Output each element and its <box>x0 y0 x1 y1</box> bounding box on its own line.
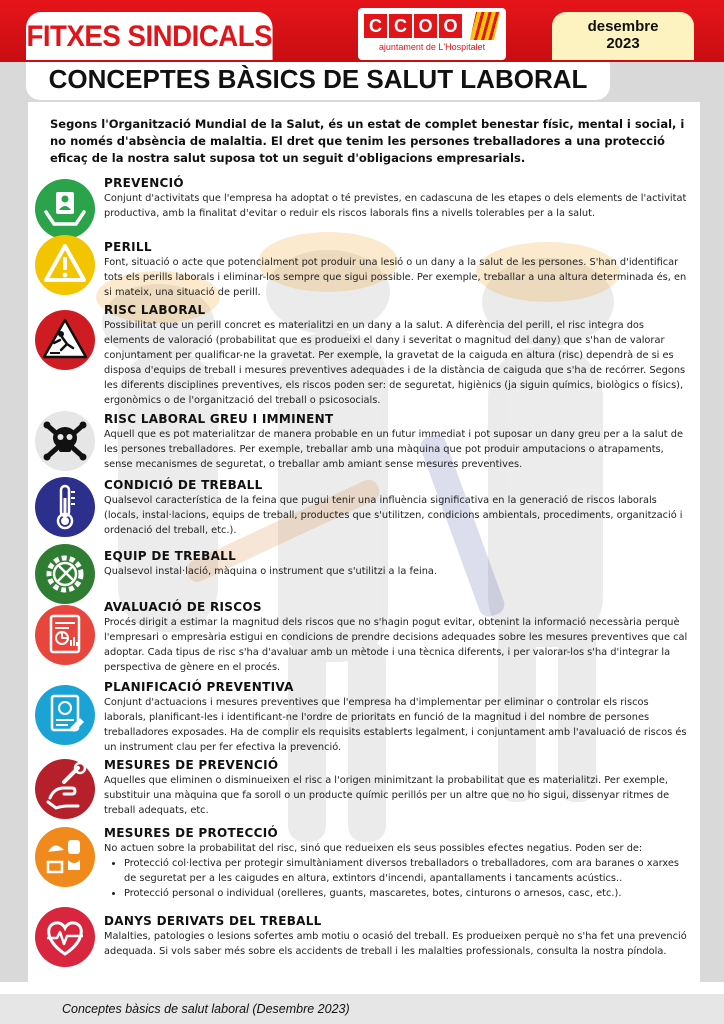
section-text: Font, situació o acte que potencialment pot produir una lesió o un dany a la salut de les persones. S'han d'identificar tots els perills laborals i eliminar-los sempre que sigui possible. Per exemple, treballar a una altura determinada és, en si mateix, una situació de perill. <box>104 257 687 298</box>
heart-pulse-icon <box>34 906 96 968</box>
content-area <box>28 102 700 982</box>
section-text: Conjunt d'activitats que l'empresa ha adoptat o té previstes, en cadascuna de les etapes o dels elements de l'activitat productiva, amb la finalitat d'evitar o reduir els riscos laborals fins a nivells tolerables per a la salut. <box>104 193 687 219</box>
title-strip <box>0 62 724 102</box>
section-text: Aquelles que eliminen o disminueixen el risc a l'origen minimitzant la probabilitat que es materialitzi. Per exemple, substituir una màquina que fa soroll o un producte químic perillós per un altre que no ho sigui, dissenyar ritmes de treball adequats, etc. <box>104 775 670 816</box>
footer-text: Conceptes bàsics de salut laboral (Desembre 2023) <box>62 1002 350 1016</box>
planning-document-icon <box>34 684 96 746</box>
logo-letter: O <box>414 14 437 38</box>
section-title: RISC LABORAL GREU I IMMINENT <box>104 412 334 426</box>
header-bar <box>0 0 724 62</box>
list-item: • Protecció col·lectiva per protegir simultàniament diversos treballadors o treballadores, com ara baranes o xarxes de seguretat per a les caigudes en altura, extintors d'incendi, apantallaments i tancaments acústics.. <box>124 856 690 886</box>
gear-tools-icon <box>34 543 96 605</box>
section-text: Conjunt d'actuacions i mesures preventives que l'empresa ha d'implementar per eliminar o controlar els riscos laborals, planificant-les i identificant-ne l'ordre de prioritats en funció de la magnitud i del nombre de persones treballadores exposades. Ha de complir els requisits establerts legalment, i conjuntament amb l'avaluació de riscos és un instrument clau per fer efectiva la prevenció. <box>104 697 687 753</box>
logo-letter: O <box>439 14 462 38</box>
logo-letter: C <box>364 14 387 38</box>
report-chart-icon <box>34 604 96 666</box>
section-text: Procés dirigit a estimar la magnitud dels riscos que no s'hagin pogut evitar, obtenint la informació necessària perquè l'empresari o empresària estigui en condicions de prendre decisions adequades sobre les mesures preventives que cal adoptar. Cada tipus de risc s'ha d'avaluar amb un mètode i una tècnica diferents, i per valorar-los s'ha d'integrar la perspectiva de gènere en el procés. <box>104 617 688 673</box>
section-title: MESURES DE PREVENCIÓ <box>104 758 279 772</box>
logo-letter: C <box>389 14 412 38</box>
ppe-equipment-icon <box>34 826 96 888</box>
hand-wrench-icon <box>34 758 96 820</box>
section-title: AVALUACIÓ DE RISCOS <box>104 600 262 614</box>
header-title: FITXES SINDICALS <box>26 12 273 60</box>
section-title: DANYS DERIVATS DEL TREBALL <box>104 914 322 928</box>
section-text: Qualsevol instal·lació, màquina o instrument que s'utilitzi a la feina. <box>104 566 438 577</box>
section-text: Qualsevol característica de la feina que pugui tenir una influència significativa en la generació de riscos laborals (locals, instal·lacions, equips de treball, productes que s'utilitzen, condicions ambientals, procediments, organització i ordenació del treball, etc.). <box>104 495 683 536</box>
date-month: desembre <box>587 18 659 35</box>
date-badge <box>552 12 694 60</box>
section-title: CONDICIÓ DE TREBALL <box>104 478 263 492</box>
section-title: MESURES DE PROTECCIÓ <box>104 826 279 840</box>
logo-subtitle: ajuntament de L'Hospitalet <box>378 42 486 52</box>
section-text: Malalties, patologies o lesions sofertes amb motiu o ocasió del treball. Es produeixen perquè no s'ha fet una prevenció adequada. Si vols saber més sobre els accidents de treball i les malalties professionals, consulta la nostra píndola. <box>104 931 687 957</box>
section-title: EQUIP DE TREBALL <box>104 549 237 563</box>
intro-paragraph: Segons l'Organització Mundial de la Salut, és un estat de complet benestar físic, mental i social, i no només d'absència de malaltia. El dret que tenim les persones treballadores a una protecció eficaç de la nostra salut suposa tot un seguit d'obligacions empresarials. <box>50 117 685 165</box>
left-margin-bar <box>0 102 28 982</box>
skull-crossbones-icon <box>34 410 96 472</box>
protection-hands-icon <box>34 178 96 240</box>
section-text <box>104 841 690 901</box>
warning-triangle-icon <box>34 234 96 296</box>
section-text: Possibilitat que un perill concret es materialitzi en un dany a la salut. A diferència del perill, el risc integra dos elements de valoració (probabilitat que es produeixi el dany i severitat o magnitud del dany) que s'han de valorar conjuntament per qualificar-ne la gravetat. Per exemple, la gravetat de la caiguda en altura (risc) dependrà de si es disposa d'equips de treball i mesures preventives adequades i de la distància de caiguda que s'ha de recórrer. Segons les diferents disciplines preventives, els riscos poden ser: de seguretat, higiènics (ja siguin químics, biològics o físics), ergonòmics o de l'organització del treball o psicosocials. <box>104 320 686 406</box>
page-title: CONCEPTES BÀSICS DE SALUT LABORAL <box>48 64 588 94</box>
ccoo-logo <box>358 8 506 60</box>
section-text-intro: No actuen sobre la probabilitat del risc, sinó que redueixen els seus possibles efectes negatius. Poden ser de: <box>104 843 643 854</box>
section-title: PERILL <box>104 240 152 254</box>
list-item: • Protecció personal o individual (orelleres, guants, mascaretes, botes, cinturons o arnesos, casc, etc.). <box>124 886 690 901</box>
section-title: PLANIFICACIÓ PREVENTIVA <box>104 680 294 694</box>
section-text: Aquell que es pot materialitzar de manera probable en un futur immediat i pot suposar un dany greu per a la salut de les persones treballadores. Per exemple, treballar amb una màquina que pot produir amputacions o atrapaments, sense mecanismes de seguretat, o treballar amb amiant sense mesures preventives. <box>104 429 683 470</box>
date-year: 2023 <box>606 35 640 52</box>
falling-worker-icon <box>34 309 96 371</box>
thermometer-icon <box>34 476 96 538</box>
catalan-flag-icon <box>470 12 500 40</box>
section-title: PREVENCIÓ <box>104 176 184 190</box>
section-title: RISC LABORAL <box>104 303 206 317</box>
right-margin-bar <box>700 102 724 982</box>
bullet-list <box>120 856 690 901</box>
